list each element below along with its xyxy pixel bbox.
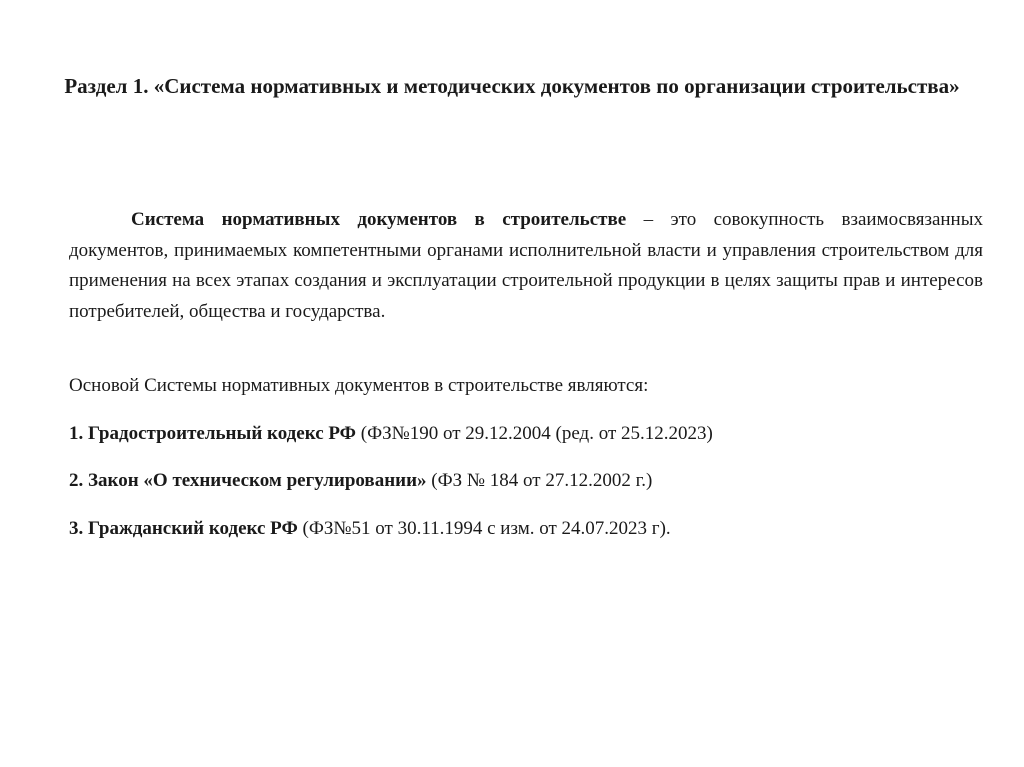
definition-text: – это совокупность взаимосвязанных документов, принимаемых компетентными органами исполнительной власти и управления строительством для применения на всех этапах создания и эксплуатации строительной продукции в целях защиты прав и интересов потребителей, общества и государства.	[69, 209, 983, 322]
intro-text: Основой Системы нормативных документов в строительстве являются:	[69, 375, 649, 396]
law-name: 1. Градостроительный кодекс РФ	[69, 423, 356, 444]
law-item	[69, 515, 671, 543]
definition-term: Система нормативных документов в строительстве	[131, 209, 627, 230]
law-name: 3. Гражданский кодекс РФ	[69, 518, 298, 539]
definition-paragraph	[69, 205, 983, 327]
section-title: Раздел 1. «Система нормативных и методических документов по организации строительства»	[64, 74, 960, 98]
law-details: (ФЗ№51 от 30.11.1994 с изм. от 24.07.2023 г).	[297, 518, 671, 539]
law-item	[69, 467, 652, 495]
law-details: (ФЗ № 184 от 27.12.2002 г.)	[426, 470, 653, 491]
law-details: (ФЗ№190 от 29.12.2004 (ред. от 25.12.2023)	[356, 423, 713, 444]
law-name: 2. Закон «О техническом регулировании»	[69, 470, 427, 491]
law-item	[69, 420, 713, 448]
